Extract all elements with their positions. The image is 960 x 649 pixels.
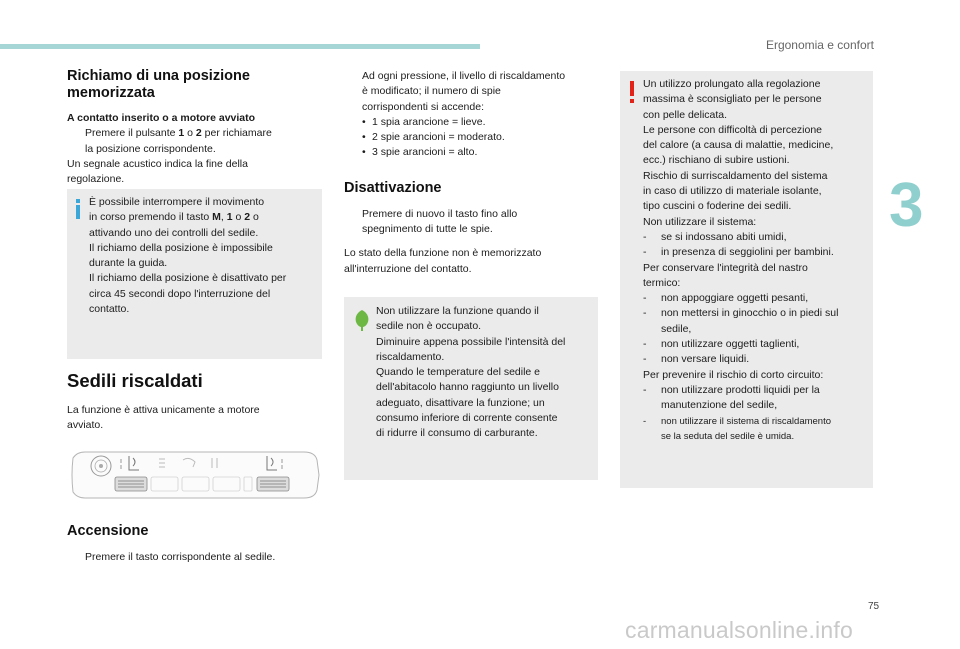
- left-seat-heat-button: [115, 477, 147, 491]
- list-item: • 3 spie arancioni = alto.: [362, 146, 478, 159]
- list-item: - in presenza di seggiolini per bambini.: [643, 246, 834, 259]
- list-item: - non utilizzare il sistema di riscaldamento se la seduta del sedile è umida.: [643, 415, 832, 442]
- warning-icon: [629, 81, 635, 108]
- recall-condition: A contatto inserito o a motore avviato: [67, 112, 256, 124]
- column-1: [67, 68, 327, 187]
- signal-text: Un segnale acustico indica la fine della regolazione.: [67, 157, 248, 186]
- eco-leaf-icon: [353, 309, 371, 336]
- recall-title: Richiamo di una posizione memorizzata: [67, 68, 250, 101]
- recall-step: Premere il pulsante 1 o 2 per richiamare la posizione corrispondente.: [85, 127, 272, 155]
- page-number: 75: [868, 601, 880, 612]
- list-item: • 2 spie arancioni = moderato.: [362, 131, 505, 144]
- column-2: [344, 69, 604, 277]
- activation-section: [67, 522, 327, 565]
- heated-seats-section: [67, 370, 327, 434]
- watermark: carmanualsonline.info: [625, 617, 853, 643]
- list-item: - non versare liquidi.: [643, 353, 750, 366]
- deactivation-title: Disattivazione: [344, 179, 442, 196]
- heated-seats-text: La funzione è attiva unicamente a motore avviato.: [67, 404, 260, 432]
- activation-title: Accensione: [67, 523, 149, 539]
- activation-step: Premere il tasto corrispondente al sedile.: [85, 551, 276, 563]
- section-accent-bar: [0, 44, 480, 49]
- list-item: - non mettersi in ginocchio o in piedi sul sedile,: [643, 307, 839, 335]
- right-seat-heat-button: [257, 477, 289, 491]
- section-title: Ergonomia e confort: [765, 38, 874, 52]
- warning-box: Un utilizzo prolungato alla regolazione massima è sconsigliato per le persone con pelle delicata. Le persone con difficoltà di percezione del calore (a causa di malattie, medicine, ecc.) rischiano di subire ustioni. Rischio di surriscaldamento del sistema in caso di utilizzo di materiale isolante, tipo cuscini o foderine dei sedili. Non utilizzare il sistema: - se si indossano abiti umidi, - in presenza di seggiolini per bambini. Per conservare l'integrità del nastro termico: - non appoggiare oggetti pesanti, - non mettersi in ginocchio o in piedi sul sedile, - non utilizzare oggetti taglienti, - non versare liquidi. Per prevenire il rischio di corto circuito: - non utilizzare prodotti liquidi per la manutenzione del sedile, - non utilizzare il sistema di riscaldamento se la seduta del sedile è umida.: [620, 71, 873, 488]
- info-icon: [75, 199, 81, 224]
- chapter-number: 3: [889, 171, 924, 240]
- memory-text: Lo stato della funzione non è memorizzato all'interruzione del contatto.: [344, 247, 542, 275]
- heat-levels-list: [344, 115, 604, 161]
- info-box: È possibile interrompere il movimento in corso premendo il tasto M, 1 o 2 o attivando uno dei controlli del sedile. Il richiamo della posizione è impossibile durante la guida. Il richiamo della posizione è disattivato per circa 45 secondi dopo l'interruzione del contatto.: [67, 189, 322, 359]
- heated-seats-title: Sedili riscaldati: [67, 370, 203, 391]
- list-item: - non utilizzare prodotti liquidi per la manutenzione del sedile,: [643, 383, 820, 412]
- list-item: - non appoggiare oggetti pesanti,: [643, 292, 809, 305]
- press-step: Ad ogni pressione, il livello di riscaldamento è modificato; il numero di spie corrispondenti si accende:: [362, 70, 566, 113]
- list-item: - se si indossano abiti umidi,: [643, 230, 787, 243]
- list-item: - non utilizzare oggetti taglienti,: [643, 338, 800, 351]
- list-item: • 1 spia arancione = lieve.: [362, 115, 486, 128]
- seat-control-panel-illustration: [67, 446, 322, 504]
- deactivation-step: Premere di nuovo il tasto fino allo spegnimento di tutte le spie.: [362, 207, 518, 236]
- eco-box: Non utilizzare la funzione quando il sedile non è occupato. Diminuire appena possibile l'intensità del riscaldamento. Quando le temperature del sedile e dell'abitacolo hanno raggiunto un livello adeguato, disattivare la funzione; un consumo inferiore di corrente consente di ridurre il consumo di carburante.: [344, 297, 598, 480]
